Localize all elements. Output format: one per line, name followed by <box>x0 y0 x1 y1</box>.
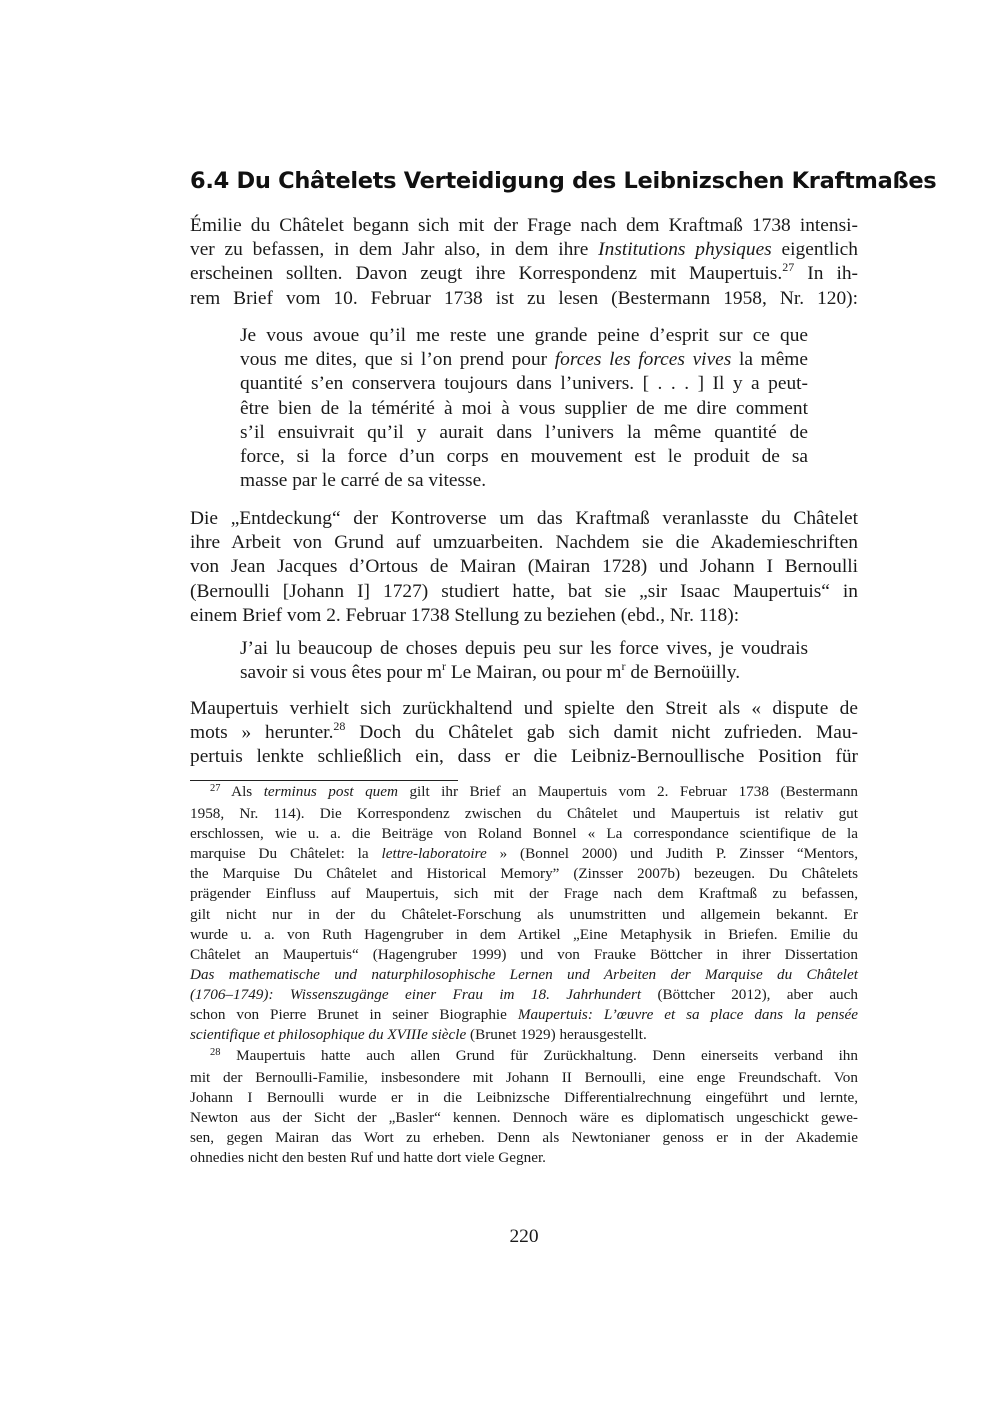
footnote-ref-28[interactable]: 28 <box>333 718 346 733</box>
footnote-line <box>190 1025 858 1045</box>
text-line <box>190 259 858 286</box>
text-line: einem Brief vom 2. Februar 1738 Stellung zu beziehen (ebd., Nr. 118): <box>190 604 740 626</box>
italic-title: Maupertuis: L’œuvre et sa place dans la pensée <box>517 1006 858 1024</box>
footnote-line <box>190 844 858 864</box>
footnote-line: Newton aus der Sicht der „Basler“ kennen. Dennoch wäre es diplomatisch ungeschickt gewe- <box>190 1109 858 1127</box>
quote-line: J’ai lu beaucoup de choses depuis peu sur les force vives, je voudrais <box>240 638 808 659</box>
document-page <box>190 0 937 1414</box>
footnote-line: Johann I Bernoulli wurde er in die Leibnizsche Differentialrechnung eingeführt und lernte, <box>190 1089 858 1107</box>
footnote-line: the Marquise Du Châtelet and Historical Memory” (Zinsser 2007b) bezeugen. Du Châtelets <box>190 865 858 883</box>
text-span: gilt ihr Brief an Maupertuis vom 2. Februar 1738 (Bestermann <box>397 783 859 800</box>
footnote-28 <box>190 1046 858 1169</box>
text-span: marquise Du Châtelet: la <box>190 845 382 863</box>
footnote-line <box>190 1046 858 1068</box>
text-line: Maupertuis verhielt sich zurückhaltend und spielte den Streit als « dispute de <box>190 698 858 719</box>
text-span: vous me dites, que si l’on prend pour <box>240 349 555 371</box>
text-line <box>190 238 858 262</box>
italic-text: lettre-laboratoire <box>381 845 487 863</box>
footnote-line: gilt nicht nur in der du Châtelet-Forschung als unumstritten und allgemein bekannt. Er <box>190 905 858 923</box>
text-span: savoir si vous êtes pour m <box>240 662 442 684</box>
footnote-line: prägender Einfluss auf Maupertuis, sich mit der Frage nach dem Kraftmaß zu befassen, <box>190 885 858 903</box>
quote-line: force, si la force d’un corps en mouvement est le produit de sa <box>240 446 808 468</box>
section-heading: 6.4 Du Châtelets Verteidigung des Leibnizschen Kraftmaßes <box>190 168 937 194</box>
text-line: Die „Entdeckung“ der Kontroverse um das Kraftmaß veranlasste du Châtelet <box>190 508 858 529</box>
footnote-line <box>190 985 858 1005</box>
text-span: (Böttcher 2012), aber auch <box>641 985 858 1003</box>
quote-line <box>240 348 808 372</box>
footnote-line <box>190 782 858 804</box>
footnote-number: 28 <box>210 1047 221 1058</box>
footnote-number: 27 <box>210 783 221 794</box>
text-span: Doch du Châtelet gab sich damit nicht zufrieden. Mau- <box>345 722 858 744</box>
footnote-line <box>190 965 858 985</box>
paragraph-1 <box>190 214 858 311</box>
footnote-27 <box>190 782 858 1045</box>
footnote-ref-27[interactable]: 27 <box>782 259 795 274</box>
quote-line: quantité s’en conservera toujours dans l’univers. [ . . . ] Il y a peut- <box>240 373 808 395</box>
text-span: de Bernoüilly. <box>625 662 741 684</box>
italic-title: scientifique et philosophique du XVIIIe siècle <box>190 1026 467 1044</box>
text-span: eigentlich <box>771 239 858 261</box>
italic-title: (1706–1749): Wissenszugänge einer Frau im 18. Jahrhundert <box>190 985 642 1003</box>
text-line: Émilie du Châtelet begann sich mit der Frage nach dem Kraftmaß 1738 intensi- <box>190 215 858 236</box>
italic-text: forces les forces vives <box>554 349 732 371</box>
text-span: (Brunet 1929) herausgestellt. <box>466 1026 647 1044</box>
superscript: r <box>441 658 446 673</box>
footnote-line: ohnedies nicht den besten Ruf und hatte dort viele Gegner. <box>190 1149 546 1167</box>
footnote-line: 1958, Nr. 114). Die Korrespondenz zwischen du Châtelet und Maupertuis ist relativ gut <box>190 805 858 823</box>
text-line: rem Brief vom 10. Februar 1738 ist zu lesen (Bestermann 1958, Nr. 120): <box>190 287 858 309</box>
text-line: ihre Arbeit von Grund auf umzuarbeiten. Nachdem sie die Akademieschriften <box>190 532 858 554</box>
paragraph-3 <box>190 697 858 770</box>
footnote-line <box>190 1005 858 1025</box>
text-span: Le Mairan, ou pour m <box>445 662 622 684</box>
text-line <box>190 718 858 745</box>
block-quote-2 <box>240 637 808 685</box>
italic-title: Institutions physiques <box>598 239 772 261</box>
footnote-divider <box>190 780 458 781</box>
block-quote-1 <box>240 324 808 493</box>
text-line: (Bernoulli [Johann I] 1727) studiert hatte, bat sie „sir Isaac Maupertuis“ in <box>190 580 858 602</box>
paragraph-2 <box>190 507 858 628</box>
footnote-line: Châtelet an Maupertuis“ (Hagengruber 1999) und von Frauke Böttcher in ihrer Dissertation <box>190 945 858 963</box>
italic-text: terminus post quem <box>263 783 398 800</box>
text-span: In ih- <box>794 263 858 285</box>
text-span: erscheinen sollten. Davon zeugt ihre Korrespondenz mit Maupertuis. <box>190 263 783 285</box>
page-number: 220 <box>509 1226 539 1247</box>
footnote-line: mit der Bernoulli-Familie, insbesondere mit Johann II Bernoulli, eine enge Freundschaft. Von <box>190 1069 858 1087</box>
quote-line <box>240 658 808 685</box>
text-span: Als <box>220 783 264 800</box>
text-span: Maupertuis hatte auch allen Grund für Zurückhaltung. Denn einerseits verband ihn <box>220 1047 858 1064</box>
text-line: von Jean Jacques d’Ortous de Mairan (Mairan 1728) und Johann I Bernoulli <box>190 556 858 578</box>
footnote-line: erschlossen, wie u. a. die Beiträge von Roland Bonnel « La correspondance scientifique de la <box>190 825 858 843</box>
text-span: ver zu befassen, in dem Jahr also, in dem ihre <box>190 239 599 261</box>
quote-line: masse par le carré de sa vitesse. <box>240 470 487 492</box>
text-span: » (Bonnel 2000) und Judith P. Zinsser “Mentors, <box>486 845 858 863</box>
footnote-line: sen, gegen Mairan das Wort zu erheben. Denn als Newtonianer genoss er in der Akademie <box>190 1129 858 1147</box>
text-line: pertuis lenkte schließlich ein, dass er die Leibniz-Bernoullische Position für <box>190 746 858 768</box>
italic-title: Das mathematische und naturphilosophische Lernen und Arbeiten der Marquise du Châtelet <box>190 965 858 983</box>
quote-line: s’il ensuivrait qu’il y aurait dans l’univers la même quantité de <box>240 421 808 443</box>
footnote-line: wurde u. a. von Ruth Hagengruber in dem Artikel „Eine Metaphysik in Briefen. Emilie du <box>190 925 858 943</box>
text-span: schon von Pierre Brunet in seiner Biographie <box>190 1006 518 1024</box>
text-span: la même <box>731 349 808 371</box>
superscript: r <box>621 658 626 673</box>
quote-line: Je vous avoue qu’il me reste une grande peine d’esprit sur ce que <box>240 325 808 346</box>
text-span: mots » herunter. <box>190 722 334 744</box>
quote-line: être bien de la témérité à moi à vous supplier de me dire comment <box>240 397 808 419</box>
